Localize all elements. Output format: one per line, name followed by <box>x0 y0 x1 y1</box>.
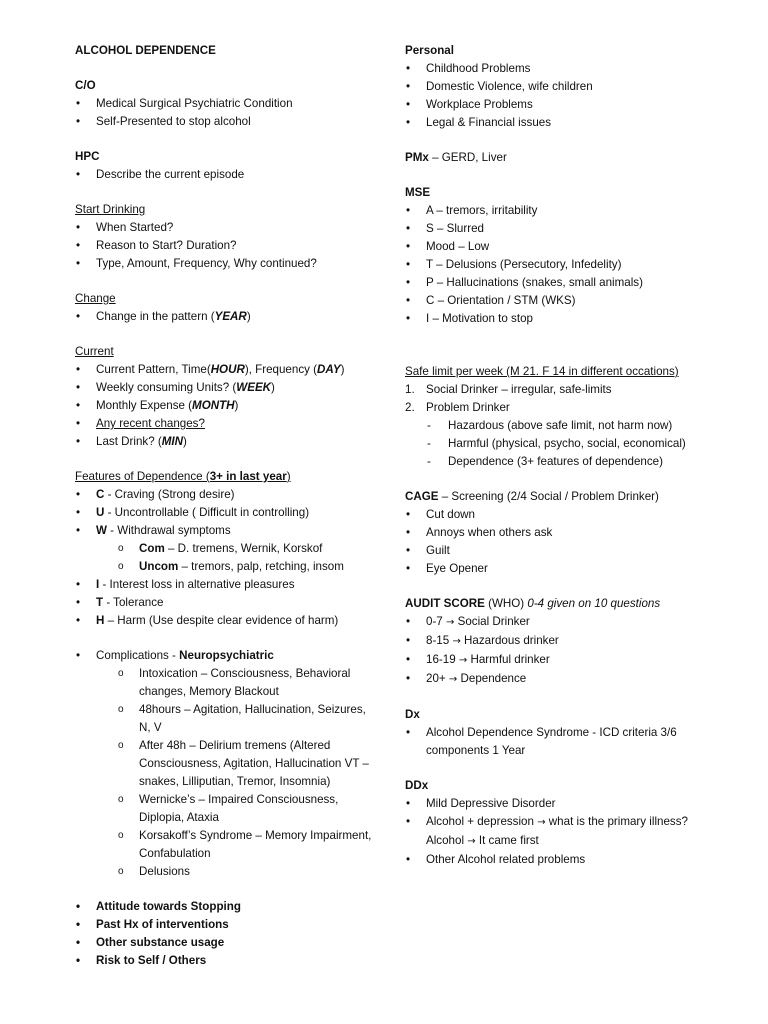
list-item: • Weekly consuming Units? (WEEK) <box>75 379 375 397</box>
arrow-right-icon: → <box>458 655 468 666</box>
sub-list-item: o Korsakoff’s Syndrome – Memory Impairment, Confabulation <box>75 827 375 863</box>
sub-list-item: o Uncom – tremors, palp, retching, insom <box>75 558 375 576</box>
dx-heading: Dx <box>405 708 420 721</box>
section-mse <box>405 184 725 328</box>
list-item: • Other substance usage <box>75 934 375 952</box>
list-item: • 20+ → Dependence <box>405 670 725 689</box>
arrow-right-icon: → <box>452 636 461 647</box>
personal-heading: Personal <box>405 44 454 57</box>
sub-list-item: o Com – D. tremens, Wernik, Korskof <box>75 540 375 558</box>
list-item: • Type, Amount, Frequency, Why continued? <box>75 255 375 273</box>
list-item: • Past Hx of interventions <box>75 916 375 934</box>
list-item: • Describe the current episode <box>75 166 375 184</box>
sub-list-item: o Wernicke’s – Impaired Consciousness, Diplopia, Ataxia <box>75 791 375 827</box>
list-item: • Current Pattern, Time(HOUR), Frequency (DAY) <box>75 361 375 379</box>
list-item: • Change in the pattern (YEAR) <box>75 308 375 326</box>
list-item: • Workplace Problems <box>405 96 725 114</box>
list-item: • Guilt <box>405 542 725 560</box>
list-item: • Medical Surgical Psychiatric Condition <box>75 95 375 113</box>
section-safe-limit <box>405 363 725 471</box>
left-column <box>75 42 375 987</box>
list-item: • T – Delusions (Persecutory, Infedelity) <box>405 256 725 274</box>
list-item: • C – Orientation / STM (WKS) <box>405 292 725 310</box>
list-item: • Eye Opener <box>405 560 725 578</box>
safe-limit-heading: Safe limit per week (M 21. F 14 in different occations) <box>405 365 679 378</box>
list-item: • I – Motivation to stop <box>405 310 725 328</box>
current-heading: Current <box>75 345 114 358</box>
ddx-heading: DDx <box>405 779 429 792</box>
list-item: • Domestic Violence, wife children <box>405 78 725 96</box>
dash-item: - Harmful (physical, psycho, social, economical) <box>405 435 725 453</box>
section-final <box>75 898 375 970</box>
audit-heading: AUDIT SCORE (WHO) 0-4 given on 10 questions <box>405 597 661 610</box>
sub-list-item: o Delusions <box>75 863 375 881</box>
list-item: • Mood – Low <box>405 238 725 256</box>
section-ddx <box>405 777 725 869</box>
list-item: • Any recent changes? <box>75 415 375 433</box>
list-item: • Cut down <box>405 506 725 524</box>
section-personal <box>405 42 725 132</box>
list-item: • When Started? <box>75 219 375 237</box>
list-item: • W - Withdrawal symptoms <box>75 522 375 540</box>
list-item: • Reason to Start? Duration? <box>75 237 375 255</box>
section-pmx <box>405 149 725 167</box>
list-item: • Mild Depressive Disorder <box>405 795 725 813</box>
list-item: • Alcohol Dependence Syndrome - ICD criteria 3/6 components 1 Year <box>405 724 725 760</box>
list-item: • Childhood Problems <box>405 60 725 78</box>
spacer <box>405 345 725 363</box>
sub-list-item: o After 48h – Delirium tremens (Altered Consciousness, Agitation, Hallucination VT – snakes, Lilliputian, Tremor, Insomnia) <box>75 737 375 791</box>
section-audit <box>405 595 725 689</box>
list-item: • Last Drink? (MIN) <box>75 433 375 451</box>
arrow-right-icon: → <box>467 836 476 847</box>
list-item: • Attitude towards Stopping <box>75 898 375 916</box>
list-item: • H – Harm (Use despite clear evidence of harm) <box>75 612 375 630</box>
list-item: • T - Tolerance <box>75 594 375 612</box>
list-item: • C - Craving (Strong desire) <box>75 486 375 504</box>
section-start-drinking <box>75 201 375 273</box>
change-heading: Change <box>75 292 116 305</box>
numbered-item: 1. Social Drinker – irregular, safe-limits <box>405 381 725 399</box>
arrow-right-icon: → <box>445 617 455 628</box>
right-column <box>405 42 725 886</box>
section-features <box>75 468 375 630</box>
section-current <box>75 343 375 451</box>
list-item: • Self-Presented to stop alcohol <box>75 113 375 131</box>
arrow-right-icon: → <box>448 674 458 685</box>
section-change <box>75 290 375 326</box>
list-item: • 8-15 → Hazardous drinker <box>405 632 725 651</box>
list-item: • Risk to Self / Others <box>75 952 375 970</box>
arrow-right-icon: → <box>537 817 546 828</box>
list-item: • Complications - Neuropsychiatric <box>75 647 375 665</box>
list-item: • U - Uncontrollable ( Difficult in controlling) <box>75 504 375 522</box>
features-heading: Features of Dependence (3+ in last year) <box>75 470 291 483</box>
list-item: • 0-7 → Social Drinker <box>405 613 725 632</box>
section-hpc <box>75 148 375 184</box>
section-title <box>75 42 375 60</box>
sub-list-item: o 48hours – Agitation, Hallucination, Seizures, N, V <box>75 701 375 737</box>
dash-item: - Dependence (3+ features of dependence) <box>405 453 725 471</box>
list-item: • Alcohol + depression → what is the primary illness? Alcohol → It came first <box>405 813 725 851</box>
sub-list-item: o Intoxication – Consciousness, Behavioral changes, Memory Blackout <box>75 665 375 701</box>
cage-heading: CAGE – Screening (2/4 Social / Problem Drinker) <box>405 490 659 503</box>
mse-heading: MSE <box>405 186 431 199</box>
list-item: • Other Alcohol related problems <box>405 851 725 869</box>
section-cage <box>405 488 725 578</box>
start-drinking-heading: Start Drinking <box>75 203 146 216</box>
list-item: • Annoys when others ask <box>405 524 725 542</box>
document-title: ALCOHOL DEPENDENCE <box>75 44 216 57</box>
numbered-item: 2. Problem Drinker <box>405 399 725 417</box>
section-complications <box>75 647 375 881</box>
section-co <box>75 77 375 131</box>
section-dx <box>405 706 725 760</box>
list-item: • Legal & Financial issues <box>405 114 725 132</box>
pmx-line: PMx – GERD, Liver <box>405 151 507 164</box>
list-item: • S – Slurred <box>405 220 725 238</box>
list-item: • A – tremors, irritability <box>405 202 725 220</box>
list-item: • 16-19 → Harmful drinker <box>405 651 725 670</box>
list-item: • Monthly Expense (MONTH) <box>75 397 375 415</box>
list-item: • P – Hallucinations (snakes, small animals) <box>405 274 725 292</box>
list-item: • I - Interest loss in alternative pleasures <box>75 576 375 594</box>
dash-item: - Hazardous (above safe limit, not harm now) <box>405 417 725 435</box>
co-heading: C/O <box>75 79 96 92</box>
hpc-heading: HPC <box>75 150 100 163</box>
